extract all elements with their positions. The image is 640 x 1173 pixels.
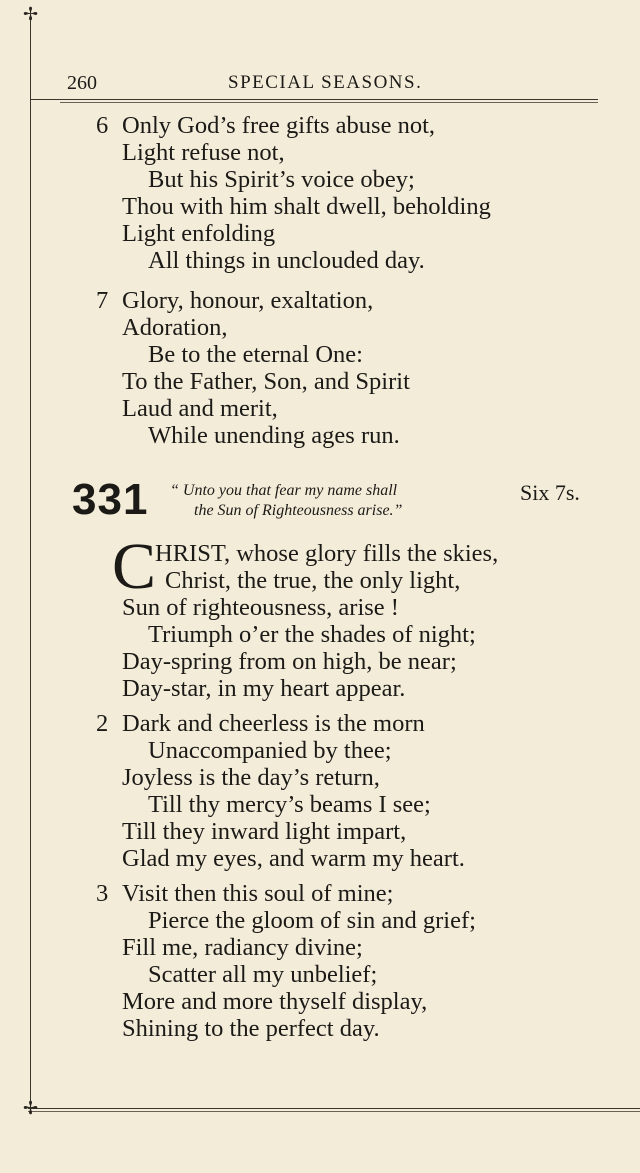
stanza-number: 3 [96,880,109,907]
stanza-3 [96,880,616,1042]
verse-line: Light refuse not, [122,139,285,166]
verse-line: 2 Dark and cheerless is the morn [96,710,425,737]
verse-line: Unaccompanied by thee; [148,737,392,764]
verse-line: Be to the eternal One: [148,341,363,368]
running-head: SPECIAL SEASONS. [228,72,423,93]
verse-line: Sun of righteousness, arise ! [122,594,399,621]
header-rule-inner [60,102,598,103]
meter-label: Six 7s. [520,480,580,505]
stanza-1 [122,594,640,702]
epigraph [170,481,510,521]
corner-ornament-icon: ✢ [23,1098,39,1119]
verse-line: Till thy mercy’s beams I see; [148,791,431,818]
stanza-7 [96,287,616,449]
verse-line: While unending ages run. [148,422,400,449]
stanza-number: 2 [96,710,109,737]
stanza-number: 7 [96,287,109,314]
verse-line: HRIST, whose glory fills the skies, [155,540,499,567]
verse-line: Christ, the true, the only light, [165,567,461,594]
verse-line: 3 Visit then this soul of mine; [96,880,394,907]
verse-line: Till they inward light impart, [122,818,407,845]
corner-ornament-icon: ✢ [23,4,39,25]
footer-rule [28,1108,640,1109]
verse-line: Pierce the gloom of sin and grief; [148,907,476,934]
epigraph-line: “ Unto you that fear my name shall [170,482,398,499]
stanza-6 [96,112,616,274]
verse-line: Day-spring from on high, be near; [122,648,457,675]
drop-cap: C [112,530,157,603]
stanza-1-first-lines [155,540,640,594]
hymn-number: 331 [72,475,149,524]
verse-line: Day-star, in my heart appear. [122,675,406,702]
verse-line: Shining to the perfect day. [122,1015,380,1042]
verse-line: All things in unclouded day. [148,247,425,274]
epigraph-line: the Sun of Righteousness arise.” [194,502,403,519]
verse-line: Laud and merit, [122,395,278,422]
verse-line: Triumph o’er the shades of night; [148,621,476,648]
verse-line: Fill me, radiancy divine; [122,934,363,961]
verse-line: Scatter all my unbelief; [148,961,378,988]
verse-line: Adoration, [122,314,228,341]
stanza-number: 6 [96,112,109,139]
verse-line: 7 Glory, honour, exaltation, [96,287,374,314]
footer-rule-inner [28,1111,640,1112]
verse-line: Light enfolding [122,220,276,247]
verse-line: But his Spirit’s voice obey; [148,166,415,193]
verse-line: More and more thyself display, [122,988,428,1015]
verse-line: Thou with him shalt dwell, beholding [122,193,491,220]
verse-line: Joyless is the day’s return, [122,764,380,791]
page-number: 260 [67,72,97,94]
verse-line: Glad my eyes, and warm my heart. [122,845,465,872]
verse-line: 6 Only God’s free gifts abuse not, [96,112,435,139]
header-rule [30,99,598,100]
stanza-2 [96,710,616,872]
left-border-rule [30,14,31,1114]
verse-line: To the Father, Son, and Spirit [122,368,410,395]
